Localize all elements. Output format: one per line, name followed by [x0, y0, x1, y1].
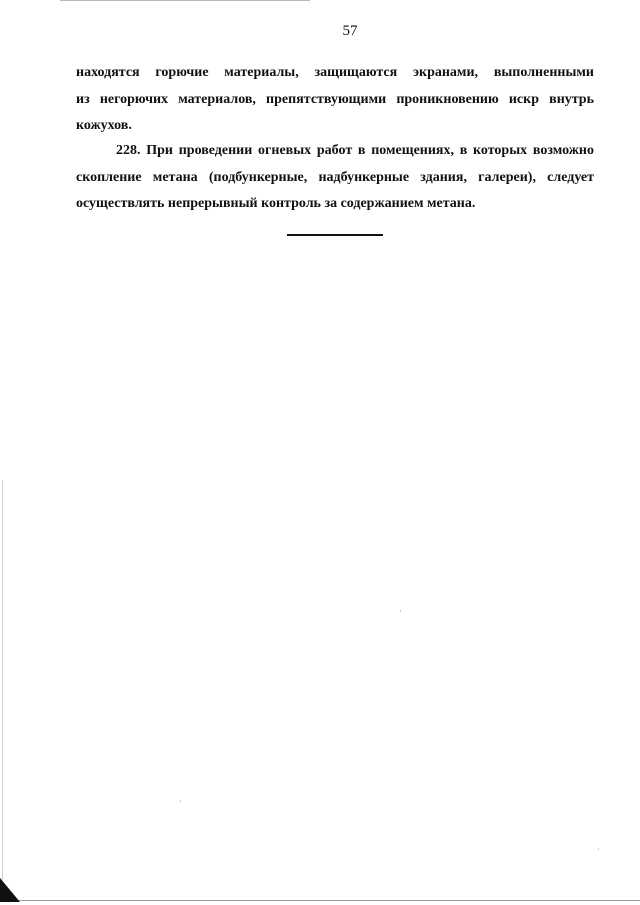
- text-line: кожухов.: [76, 118, 132, 133]
- paragraph-228: [76, 138, 594, 218]
- text-line: 228. При проведении огневых работ в помещениях, в которых возможно: [116, 143, 594, 158]
- page-number: 57: [342, 23, 358, 39]
- paragraph-continuation: [76, 60, 594, 140]
- text-line: осуществлять непрерывный контроль за содержанием метана.: [76, 196, 476, 211]
- text-line: из негорючих материалов, препятствующими проникновению искр внутрь: [76, 91, 594, 107]
- end-of-section-rule: [287, 234, 383, 236]
- scan-speck: [180, 800, 181, 802]
- scan-border-top: [60, 0, 310, 1]
- scan-border-left: [2, 480, 3, 880]
- scan-border-bottom: [0, 900, 640, 901]
- text-line: скопление метана (подбункерные, надбункерные здания, галереи), следует: [76, 169, 594, 185]
- scan-speck: [598, 848, 599, 850]
- scan-corner-mark: [0, 878, 20, 902]
- text-line: находятся горючие материалы, защищаются экранами, выполненными: [76, 65, 594, 80]
- scan-speck: [400, 610, 401, 612]
